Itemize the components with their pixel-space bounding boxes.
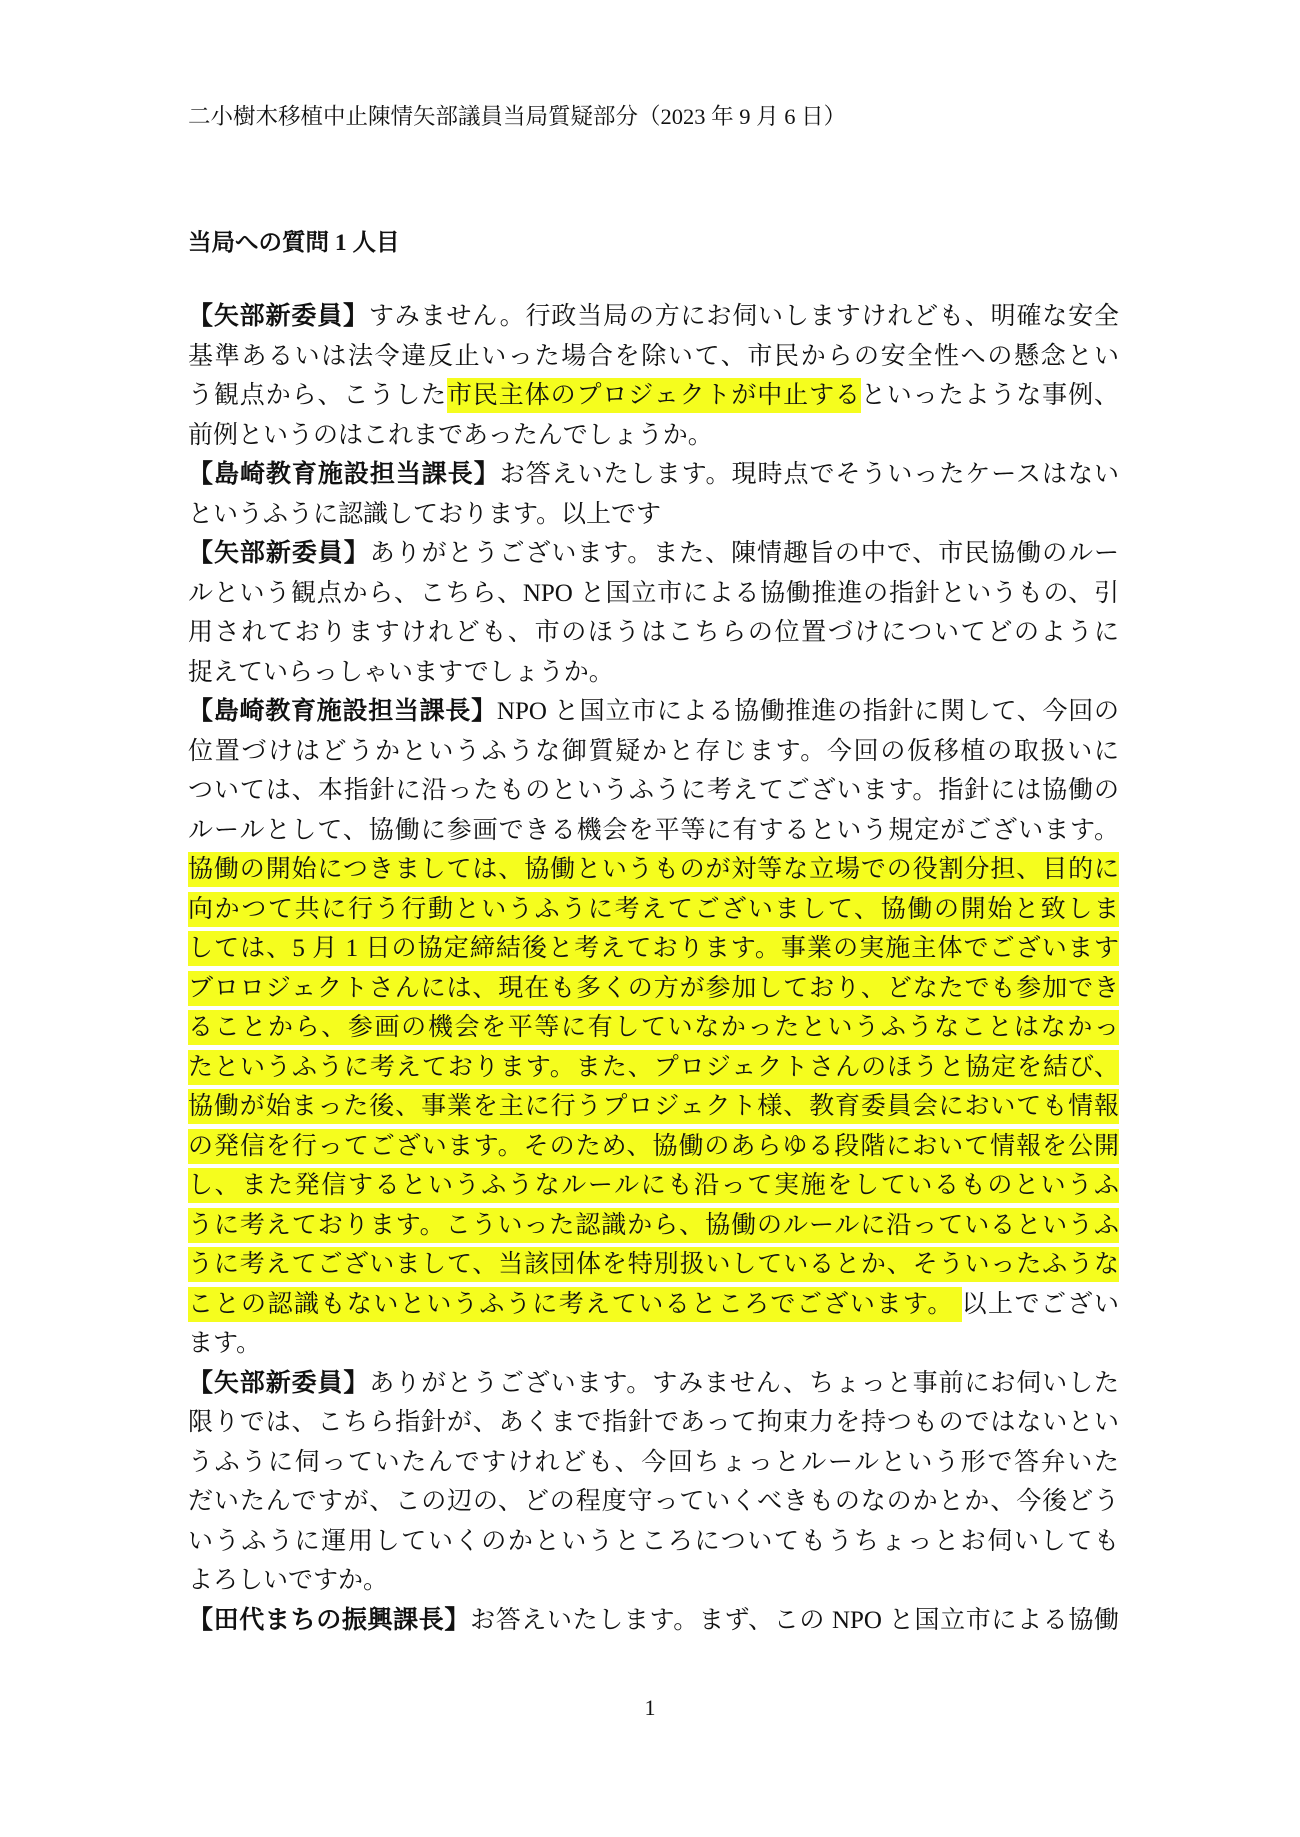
highlighted-text: たというふうに考えております。また、プロジェクトさんのほうと協定を結び、 [188,1050,1119,1085]
text-segment: ありがとうございます。すみません、ちょっと事前にお伺いした [369,1369,1119,1397]
text-line [188,1087,1119,1127]
text-line [188,1482,1119,1522]
page-number: 1 [644,1695,656,1720]
text-segment: 基準あるいは法令違反止いった場合を除いて、市民からの安全性への懸念とい [188,342,1119,370]
text-segment: うふうに伺っていたんですけれども、今回ちょっとルールという形で答弁いた [188,1448,1119,1476]
text-segment: 以上でござい [961,1290,1119,1318]
speaker-label: 【島崎教育施設担当課長】 [188,698,497,725]
text-segment: お答えいたします。現時点でそういったケースはない [499,461,1119,488]
highlighted-text: うに考えてございまして、当該団体を特別扱いしているとか、そういったふうな [188,1247,1119,1282]
text-line [188,1048,1119,1088]
highlighted-text: ブロロジェクトさんには、現在も多くの方が参加しており、どなたでも参加でき [188,971,1119,1006]
transcript-paragraph [188,455,1119,534]
text-line [188,890,1119,930]
speaker-label: 【矢部新委員】 [188,1369,370,1397]
text-line [188,1166,1119,1206]
speaker-label: 【矢部新委員】 [188,303,369,330]
section-heading: 当局への質問 1 人目 [188,230,400,256]
text-segment: ます。 [188,1330,262,1357]
text-segment: ありがとうございます。また、陳情趣旨の中で、市民協働のルー [369,540,1119,567]
text-segment: 位置づけはどうかというふうな御質疑かと存じます。今回の仮移植の取扱いに [188,737,1119,765]
text-line [188,534,1119,574]
text-line [188,929,1119,969]
text-line [188,850,1119,890]
text-line [188,1127,1119,1167]
text-line [188,1443,1119,1483]
transcript-paragraph [188,1601,1119,1641]
text-line [188,1206,1119,1246]
text-segment: ルールとして、協働に参画できる機会を平等に有するという規定がございます。 [188,816,1119,844]
transcript-body [188,297,1119,1640]
text-segment: 前例というのはこれまであったんでしょうか。 [188,421,713,449]
text-segment: だいたんですが、この辺の、どの程度守っていくべきものなのかとか、今後どう [188,1488,1119,1515]
text-line [188,574,1119,614]
speaker-label: 【島崎教育施設担当課長】 [188,461,500,488]
text-line [188,692,1119,732]
text-line [188,495,1119,535]
text-line [188,1364,1119,1404]
text-line [188,732,1119,772]
highlighted-text: うに考えております。こういった認識から、協働のルールに沿っているというふ [188,1208,1119,1243]
text-line [188,613,1119,653]
text-line [188,811,1119,851]
text-line [188,1285,1119,1325]
text-line [188,771,1119,811]
highlighted-text: ることから、参画の機会を平等に有していなかったというふうなことはなかっ [188,1010,1119,1045]
text-line [188,969,1119,1009]
text-line [188,416,1119,456]
highlighted-text: しては、5 月 1 日の協定締結後と考えております。事業の実施主体でございます [188,931,1119,966]
speaker-label: 【田代まちの振興課長】 [188,1606,471,1634]
highlighted-text: し、また発信するというふうなルールにも沿って実施をしているものというふ [188,1168,1119,1203]
text-line [188,1324,1119,1364]
text-line [188,1561,1119,1601]
text-segment: よろしいですか。 [188,1567,389,1594]
transcript-paragraph [188,297,1119,455]
highlighted-text: の発信を行ってございます。そのため、協働のあらゆる段階において情報を公開 [188,1129,1119,1164]
text-segment: お答えいたします。まず、この NPO と国立市による協働 [470,1606,1119,1634]
text-line [188,376,1119,416]
text-segment: 捉えていらっしゃいますでしょうか。 [188,658,614,686]
text-line [188,297,1119,337]
highlighted-text: 市民主体のプロジェクトが中止する [447,378,861,413]
text-segment: ルという観点から、こちら、NPO と国立市による協働推進の指針というもの、引 [188,579,1119,607]
highlighted-text: 向かつて共に行う行動というふうに考えてございまして、協働の開始と致しま [188,892,1119,927]
text-segment: すみません。行政当局の方にお伺いしますけれども、明確な安全 [368,303,1119,330]
text-line [188,455,1119,495]
highlighted-text: 協働の開始につきましては、協働というものが対等な立場での役割分担、目的に [188,852,1119,887]
text-line [188,1601,1119,1641]
transcript-paragraph [188,1364,1119,1601]
highlighted-text: ことの認識もないというふうに考えているところでございます。 [188,1287,962,1322]
text-segment: NPO と国立市による協働推進の指針に関して、今回の [496,698,1119,725]
text-segment: いうふうに運用していくのかというところについてもうちょっとお伺いしても [188,1527,1119,1555]
text-line [188,1403,1119,1443]
text-segment: う観点から、こうした [188,382,447,409]
text-line [188,653,1119,693]
text-line [188,1522,1119,1562]
text-segment: ついては、本指針に沿ったものというふうに考えてございます。指針には協働の [188,777,1119,804]
text-segment: 用されておりますけれども、市のほうはこちらの位置づけについてどのように [188,619,1119,646]
highlighted-text: 協働が始まった後、事業を主に行うプロジェクト様、教育委員会においても情報 [188,1089,1119,1124]
text-line [188,337,1119,377]
speaker-label: 【矢部新委員】 [188,540,370,567]
transcript-paragraph [188,692,1119,1364]
text-segment: 限りでは、こちら指針が、あくまで指針であって拘束力を持つものではないとい [188,1409,1119,1436]
text-segment: というふうに認識しております。以上です [188,500,662,528]
text-line [188,1008,1119,1048]
text-segment: といったような事例、 [860,382,1119,409]
transcript-paragraph [188,534,1119,692]
document-header: 二小樹木移植中止陳情矢部議員当局質疑部分（2023 年 9 月 6 日） [188,104,847,129]
text-line [188,1245,1119,1285]
